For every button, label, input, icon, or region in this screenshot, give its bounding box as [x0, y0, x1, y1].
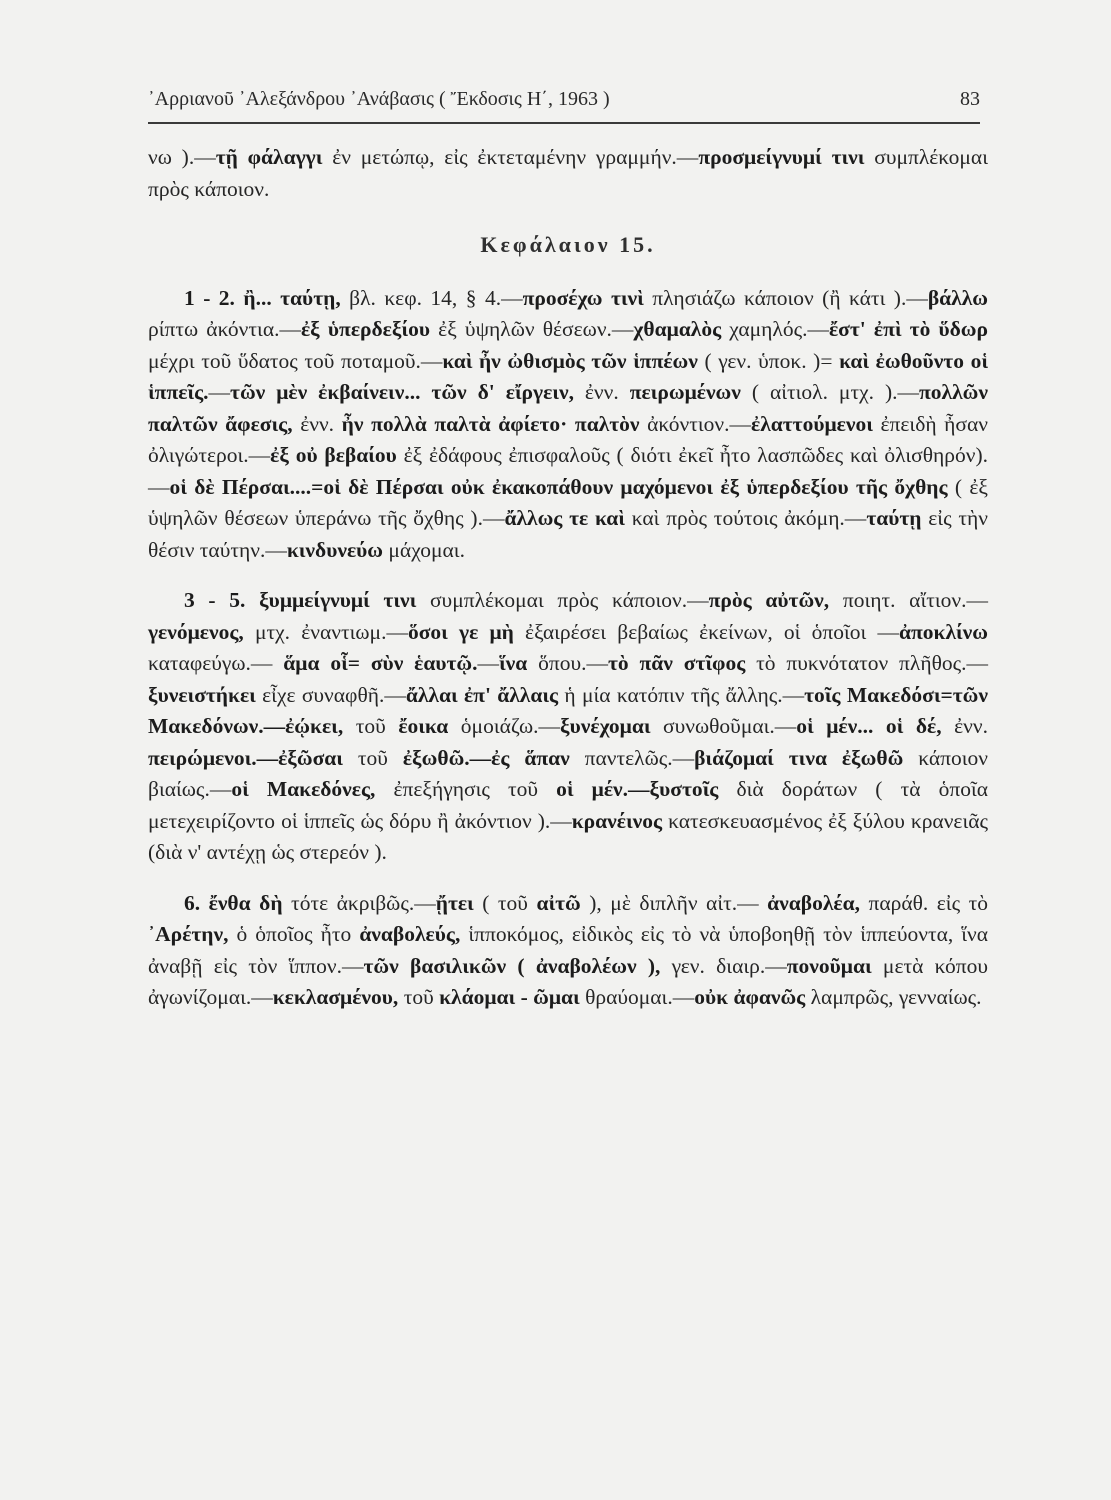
- running-header: [148, 88, 980, 111]
- commentary-text: [148, 142, 988, 1014]
- header-rule: [148, 122, 980, 124]
- section-6: 6. ἔνθα δὴ τότε ἀκριβῶς.—ᾔτει ( τοῦ αἰτῶ ), μὲ διπλῆν αἰτ.— ἀναβολέα, παράθ. εἰς τὸ ᾿Αρέτην, ὁ ὁποῖος ἦτο ἀναβολεύς, ἱπποκόμος, εἰδικὸς εἰς τὸ νὰ ὑποβοηθῇ τὸν ἱππεύοντα, ἵνα ἀναβῇ εἰς τὸν ἵππον.—τῶν βασιλικῶν ( ἀναβολέων ), γεν. διαιρ.—πονοῦμαι μετὰ κόπου ἀγωνίζομαι.—κεκλασμένου, τοῦ κλάομαι - ῶμαι θραύομαι.—οὐκ ἀφανῶς λαμπρῶς, γενναίως.: [148, 890, 988, 1009]
- section-3-5: 3 - 5. ξυμμείγνυμί τινι συμπλέκομαι πρὸς κάποιον.—πρὸς αὐτῶν, ποιητ. αἴτιον.—γενόμενος, μτχ. ἐναντιωμ.—ὅσοι γε μὴ ἐξαιρέσει βεβαίως ἐκείνων, οἱ ὁποῖοι —ἀποκλίνω καταφεύγω.— ἅμα οἷ= σὺν ἑαυτῷ.—ἵνα ὅπου.—τὸ πᾶν στῖφος τὸ πυκνότατον πλῆθος.—ξυνειστήκει εἶχε συναφθῆ.—ἄλλαι ἐπ' ἄλλαις ἡ μία κατόπιν τῆς ἄλλης.—τοῖς Μακεδόσι=τῶν Μακεδόνων.—ἐῴκει, τοῦ ἔοικα ὁμοιάζω.—ξυνέχομαι συνωθοῦμαι.—οἱ μέν... οἱ δέ, ἐνν. πειρώμενοι.—ἐξῶσαι τοῦ ἐξωθῶ.—ἐς ἅπαν παντελῶς.—βιάζομαί τινα ἐξωθῶ κάποιον βιαίως.—οἱ Μακεδόνες, ἐπεξήγησις τοῦ οἱ μέν.—ξυστοῖς διὰ δοράτων ( τὰ ὁποῖα μετεχειρίζοντο οἱ ἱππεῖς ὡς δόρυ ἢ ἀκόντιον ).—κρανέινος κατεσκευασμένος ἐξ ξύλου κρανειᾶς (διὰ ν' αντέχῃ ὡς στερεόν ).: [148, 588, 989, 864]
- running-title: ᾿Αρριανοῦ ᾿Αλεξάνδρου ᾿Ανάβασις ( Ἔκδοσις Η΄, 1963 ): [148, 88, 610, 110]
- paragraph-gap: [148, 566, 988, 585]
- paragraph-gap: [148, 869, 988, 888]
- page-number: 83: [960, 88, 980, 110]
- section-1-2: 1 - 2. ἢ... ταύτῃ, βλ. κεφ. 14, § 4.—προσέχω τινὶ πλησιάζω κάποιον (ἢ κάτι ).—βάλλω ρίπτω ἀκόντια.—ἐξ ὑπερδεξίου ἐξ ὑψηλῶν θέσεων.—χθαμαλὸς χαμηλός.—ἔστ' ἐπὶ τὸ ὕδωρ μέχρι τοῦ ὕδατος τοῦ ποταμοῦ.—καὶ ἦν ὠθισμὸς τῶν ἱππέων ( γεν. ὑποκ. )= καὶ ἐωθοῦντο οἱ ἱππεῖς.—τῶν μὲν ἐκβαίνειν... τῶν δ' εἴργειν, ἐνν. πειρωμένων ( αἰτιολ. μτχ. ).—πολλῶν παλτῶν ἄφεσις, ἐνν. ἦν πολλὰ παλτὰ ἀφίετο· παλτὸν ἀκόντιον.—ἐλαττούμενοι ἐπειδὴ ἦσαν ὀλιγώτεροι.—ἐξ οὐ βεβαίου ἐξ ἐδάφους ἐπισφαλοῦς ( διότι ἐκεῖ ἦτο λασπῶδες καὶ ὀλισθηρόν).—οἱ δὲ Πέρσαι....=οἱ δὲ Πέρσαι οὐκ ἐκακοπάθουν μαχόμενοι ἐξ ὑπερδεξίου τῆς ὄχθης ( ἐξ ὑψηλῶν θέσεων ὑπεράνω τῆς ὄχθης ).—ἄλλως τε καὶ καὶ πρὸς τούτοις ἀκόμη.—ταύτῃ εἰς τὴν θέσιν ταύτην.—κινδυνεύω μάχομαι.: [148, 285, 989, 562]
- paragraph-continuation: νω ).—τῇ φάλαγγι ἐν μετώπῳ, εἰς ἐκτεταμένην γραμμήν.—προσμείγνυμί τινι συμπλέκομαι πρὸς κάποιον.: [148, 145, 988, 201]
- chapter-heading: Κεφάλαιον 15.: [480, 232, 656, 257]
